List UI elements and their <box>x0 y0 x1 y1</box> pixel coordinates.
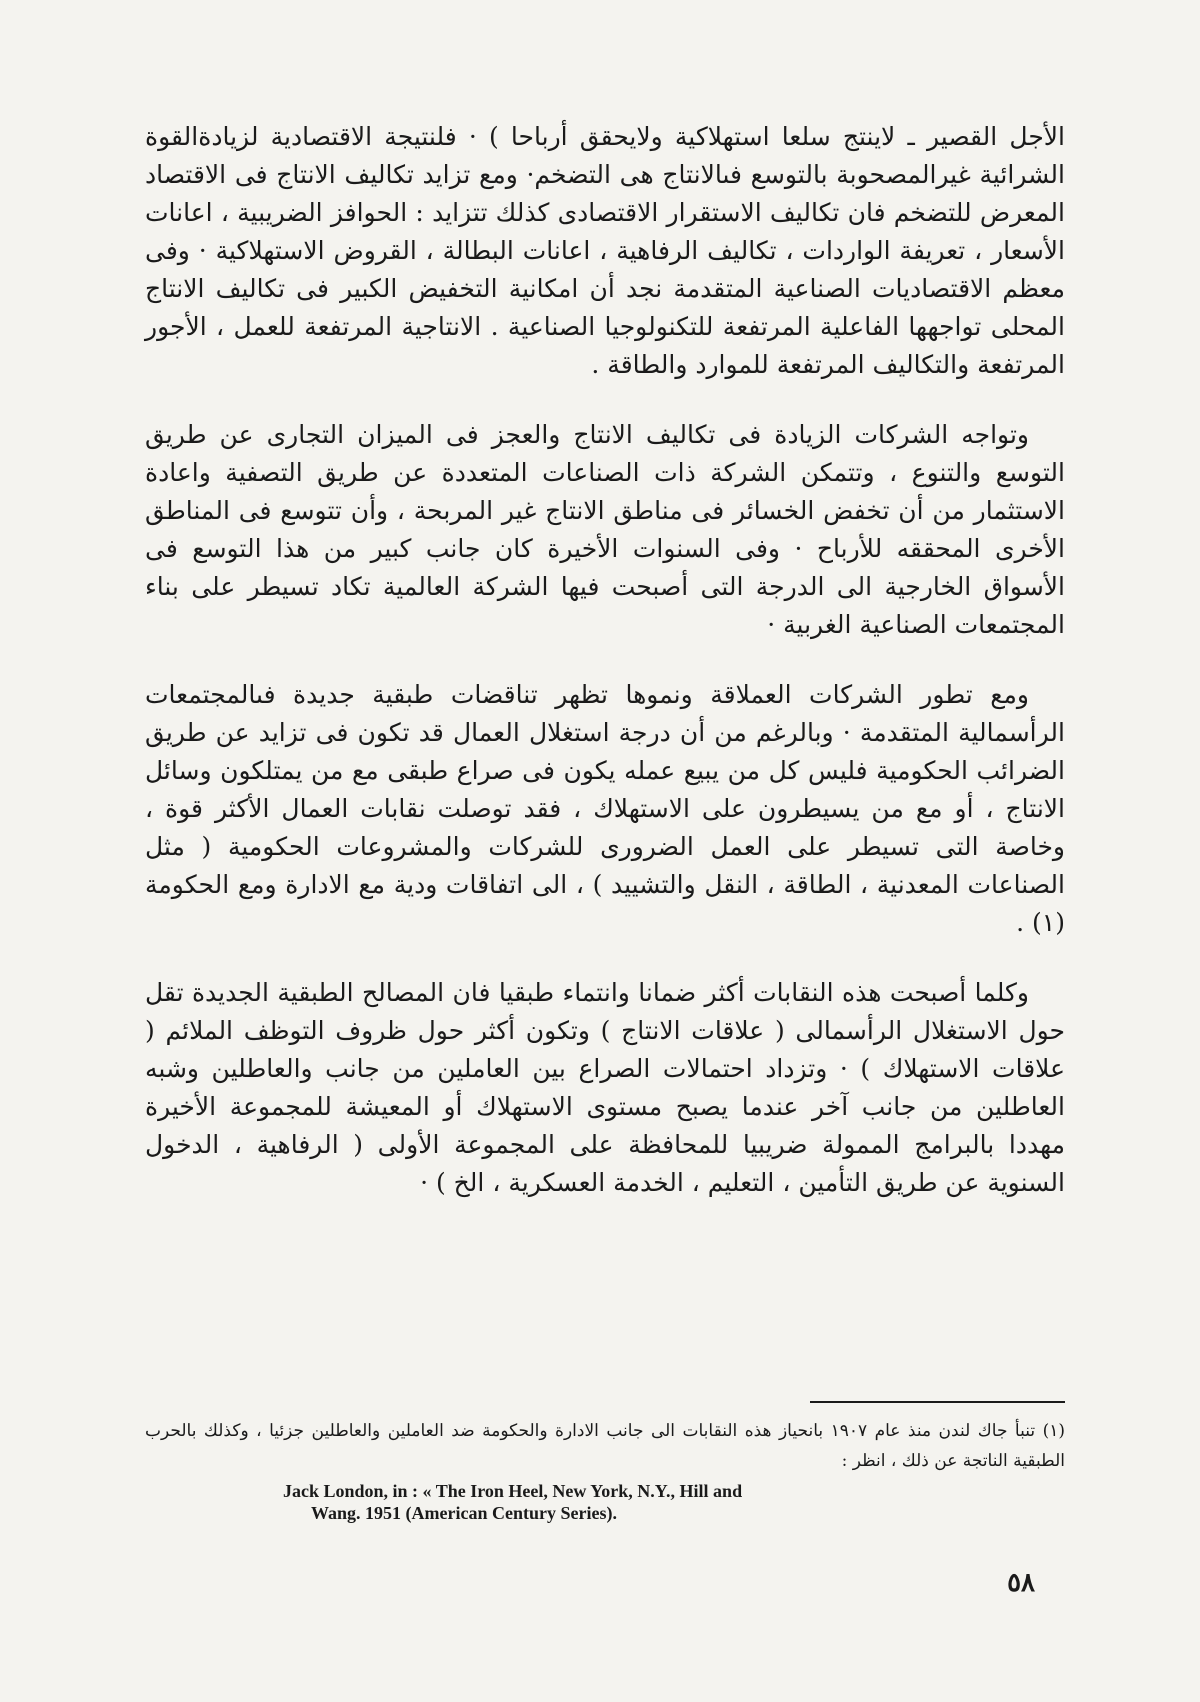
footnote-citation-line-1: Jack London, in : « The Iron Heel, New York, N.Y., Hill and <box>283 1481 743 1501</box>
footnote-citation-line-2: Wang. 1951 (American Century Series). <box>311 1503 617 1523</box>
paragraph-2: وتواجه الشركات الزيادة فى تكاليف الانتاج والعجز فى الميزان التجارى عن طريق التوسع والتنوع ، وتتمكن الشركة ذات الصناعات المتعددة عن طريق التصفية واعادة الاستثمار من أن تخفض الخسائر فى مناطق الانتاج غير المربحة ، وأن تتوسع فى المناطق الأخرى المحققه للأرباح · وفى السنوات الأخيرة كان جانب كبير من هذا التوسع فى الأسواق الخارجية الى الدرجة التى أصبحت فيها الشركة العالمية تكاد تسيطر على بناء المجتمعات الصناعية الغربية · <box>145 420 1066 639</box>
page-number: ٥٨ <box>1007 1568 1035 1598</box>
body-text <box>145 118 1065 1202</box>
paragraph-3: ومع تطور الشركات العملاقة ونموها تظهر تناقضات طبقية جديدة فىالمجتمعات الرأسمالية المتقدمة · وبالرغم من أن درجة استغلال العمال قد تكون فى تزايد عن طريق الضرائب الحكومية فليس كل من يبيع عمله يكون فى صراع طبقى مع من يمتلكون وسائل الانتاج ، أو مع من يسيطرون على الاستهلاك ، فقد توصلت نقابات العمال الأكثر قوة ، وخاصة التى تسيطر على العمل الضرورى للشركات والمشروعات الحكومية ( مثل الصناعات المعدنية ، الطاقة ، النقل والتشييد ) ، الى اتفاقات ودية مع الادارة ومع الحكومة (١) . <box>145 680 1065 937</box>
book-page <box>145 118 1065 1678</box>
paragraph-1: الأجل القصير ـ لاينتج سلعا استهلاكية ولايحقق أرباحا ) · فلنتيجة الاقتصادية لزيادةالقوة الشرائية غيرالمصحوبة بالتوسع فىالانتاج هى التضخم· ومع تزايد تكاليف الانتاج فى الاقتصاد المعرض للتضخم فان تكاليف الاستقرار الاقتصادى كذلك تتزايد : الحوافز الضريبية ، اعانات الأسعار ، تعريفة الواردات ، تكاليف الرفاهية ، اعانات البطالة ، القروض الاستهلاكية · وفى معظم الاقتصاديات الصناعية المتقدمة نجد أن امكانية التخفيض الكبير فى تكاليف الانتاج المحلى تواجهها الفاعلية المرتفعة للتكنولوجيا الصناعية . الانتاجية المرتفعة للعمل ، الأجور المرتفعة والتكاليف المرتفعة للموارد والطاقة . <box>145 122 1065 379</box>
footnote-divider <box>810 1401 1065 1403</box>
paragraph-4: وكلما أصبحت هذه النقابات أكثر ضمانا وانتماء طبقيا فان المصالح الطبقية الجديدة تقل حول الاستغلال الرأسمالى ( علاقات الانتاج ) وتكون أكثر حول ظروف التوظف الملائم ( علاقات الاستهلاك ) · وتزداد احتمالات الصراع بين العاملين من جانب والعاطلين وشبه العاطلين من جانب آخر عندما يصبح مستوى الاستهلاك أو المعيشة للمجموعة الأخيرة مهددا بالبرامج الممولة ضريبيا للمحافظة على المجموعة الأولى ( الرفاهية ، الدخول السنوية عن طريق التأمين ، التعليم ، الخدمة العسكرية ، الخ ) · <box>145 978 1065 1197</box>
footnote-arabic-text: (١) تنبأ جاك لندن منذ عام ١٩٠٧ بانحياز هذه النقابات الى جانب الادارة والحكومة ضد العاملين والعاطلين جزئيا ، وكذلك بالحرب الطبقية الناتجة عن ذلك ، انظر : <box>145 1421 1065 1471</box>
footnote-citation <box>283 1480 1065 1524</box>
footnote <box>145 1416 1065 1524</box>
